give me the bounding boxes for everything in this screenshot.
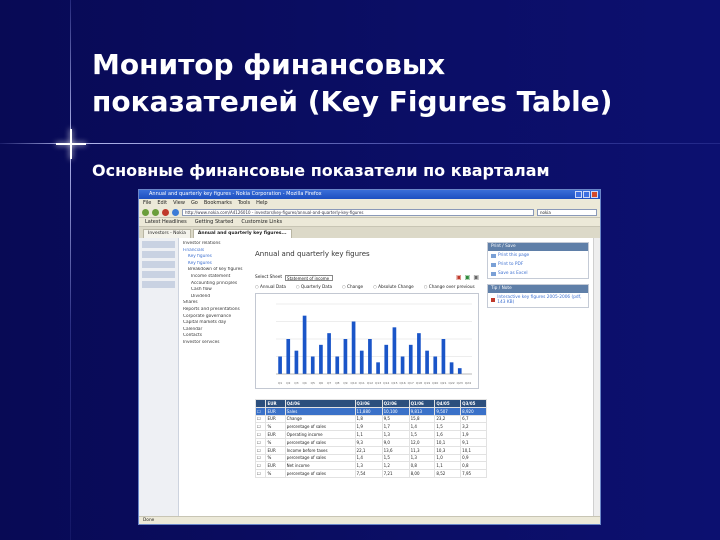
chart-tick-label: Q14 bbox=[383, 381, 390, 385]
chart-bar[interactable] bbox=[303, 316, 307, 374]
table-cell: 1,0 bbox=[435, 454, 461, 462]
browser-title-bar bbox=[139, 190, 600, 199]
tree-item[interactable]: Reports and presentations bbox=[183, 306, 240, 312]
nav-block[interactable] bbox=[142, 261, 175, 268]
table-cell: Sales bbox=[285, 407, 355, 415]
table-cell: 1,3 bbox=[409, 454, 435, 462]
nav-block[interactable] bbox=[142, 251, 175, 258]
slide-title-line2: показателей (Key Figures Table) bbox=[92, 85, 613, 118]
table-cell: 10,1 bbox=[461, 446, 487, 454]
option-change[interactable]: ○ Change bbox=[342, 284, 363, 289]
chart-bar[interactable] bbox=[393, 327, 397, 374]
table-row[interactable] bbox=[256, 446, 487, 454]
table-cell: 8,52 bbox=[435, 470, 461, 478]
menu-item[interactable]: Edit bbox=[157, 200, 168, 206]
table-cell: 1,1 bbox=[435, 462, 461, 470]
chart-bar[interactable] bbox=[311, 357, 315, 375]
table-cell: % bbox=[266, 438, 285, 446]
tab-investors[interactable]: Investors - Nokia bbox=[143, 229, 191, 238]
pdf-icon bbox=[491, 298, 495, 302]
table-cell: 1,6 bbox=[435, 431, 461, 439]
row-checkbox[interactable]: ☐ bbox=[256, 407, 266, 415]
table-cell: 0,8 bbox=[461, 462, 487, 470]
chart-bar[interactable] bbox=[335, 357, 339, 375]
tab-key-figures[interactable]: Annual and quarterly key figures... bbox=[193, 229, 292, 238]
table-cell: 9,0 bbox=[382, 438, 409, 446]
browser-menu-bar bbox=[139, 199, 600, 207]
option-quarterly[interactable]: ○ Quarterly Data bbox=[296, 284, 332, 289]
table-cell: 1,9 bbox=[461, 431, 487, 439]
search-input[interactable]: nokia bbox=[537, 209, 597, 216]
table-cell: 1,8 bbox=[355, 415, 382, 423]
table-cell: 9,1 bbox=[461, 438, 487, 446]
table-cell: 1,2 bbox=[382, 462, 409, 470]
table-cell: % bbox=[266, 454, 285, 462]
chart-bar[interactable] bbox=[409, 345, 413, 374]
doc-icon bbox=[491, 272, 496, 276]
table-header-cell: EUR bbox=[266, 400, 285, 408]
chart-tick-label: Q18 bbox=[415, 381, 423, 385]
option-change-previous[interactable]: ○ Change over previous bbox=[424, 284, 475, 289]
print-link[interactable]: Print this page bbox=[488, 251, 588, 260]
chart-tick-label: Q23 bbox=[456, 381, 463, 385]
chart-bar[interactable] bbox=[442, 339, 446, 374]
table-cell: 1,9 bbox=[355, 423, 382, 431]
chart-bar[interactable] bbox=[286, 339, 290, 374]
chart-bar[interactable] bbox=[458, 368, 462, 374]
chart-tick-label: Q6 bbox=[318, 381, 324, 385]
bookmark-item[interactable]: Customize Links bbox=[241, 219, 283, 225]
sheet-selector-row bbox=[255, 274, 479, 281]
menu-item[interactable]: Help bbox=[256, 200, 268, 206]
doc-icon bbox=[491, 254, 496, 258]
chart-bar[interactable] bbox=[360, 351, 364, 374]
box-header: Print / Save bbox=[488, 243, 588, 251]
left-navigation-strip bbox=[139, 238, 179, 518]
chart-bar[interactable] bbox=[401, 357, 405, 375]
chart-tick-label: Q10 bbox=[350, 381, 357, 385]
chart-bar[interactable] bbox=[433, 357, 437, 375]
row-checkbox[interactable]: ☐ bbox=[256, 446, 266, 454]
table-row[interactable] bbox=[256, 423, 487, 431]
table-row[interactable] bbox=[256, 431, 487, 439]
excel-icon[interactable]: ▣ bbox=[464, 274, 471, 281]
tree-item[interactable]: Shares bbox=[183, 300, 198, 306]
table-cell: Change bbox=[285, 415, 355, 423]
minimize-button[interactable] bbox=[575, 191, 582, 198]
main-panel bbox=[251, 238, 483, 518]
table-cell: 1,3 bbox=[382, 431, 409, 439]
tree-item[interactable]: Dividend bbox=[191, 293, 211, 299]
row-checkbox[interactable]: ☐ bbox=[256, 423, 266, 431]
tab-strip bbox=[139, 227, 600, 238]
chart-bar[interactable] bbox=[425, 351, 429, 374]
table-cell: 10,3 bbox=[435, 446, 461, 454]
table-header-cell: Q3/06 bbox=[355, 400, 382, 408]
print-icon[interactable]: ▣ bbox=[473, 274, 479, 281]
print-save-box bbox=[487, 242, 589, 279]
chart-bar[interactable] bbox=[384, 345, 388, 374]
menu-item[interactable]: File bbox=[143, 200, 152, 206]
table-cell: percentage of sales bbox=[285, 438, 355, 446]
table-cell: 3,2 bbox=[461, 423, 487, 431]
chart-tick-label: Q5 bbox=[310, 381, 315, 385]
pdf-link[interactable]: Print to PDF bbox=[488, 260, 588, 269]
menu-item[interactable]: Tools bbox=[237, 200, 251, 206]
table-cell: % bbox=[266, 423, 285, 431]
nav-block[interactable] bbox=[142, 241, 175, 248]
tree-item[interactable]: Contacts bbox=[183, 333, 202, 339]
doc-icon bbox=[491, 263, 496, 267]
table-cell: 1,4 bbox=[355, 454, 382, 462]
table-cell: EUR bbox=[266, 407, 285, 415]
bookmarks-bar bbox=[139, 218, 600, 227]
table-cell: 9,813 bbox=[409, 407, 435, 415]
sparkle-icon bbox=[56, 129, 86, 159]
chart-tick-label: Q9 bbox=[343, 381, 348, 385]
chart-tick-label: Q20 bbox=[432, 381, 439, 385]
table-cell: Income before taxes bbox=[285, 446, 355, 454]
table-cell: 12,0 bbox=[409, 438, 435, 446]
slide-subtitle: Основные финансовые показатели по кварталам bbox=[92, 161, 550, 180]
table-header-cell bbox=[256, 400, 266, 408]
table-row[interactable] bbox=[256, 470, 487, 478]
chart-svg bbox=[256, 294, 478, 388]
chart-bar[interactable] bbox=[417, 333, 421, 374]
tree-item[interactable]: Cash flow bbox=[191, 287, 212, 293]
table-row[interactable] bbox=[256, 407, 487, 415]
chart-tick-label: Q2 bbox=[286, 381, 291, 385]
table-cell: EUR bbox=[266, 415, 285, 423]
view-options bbox=[255, 284, 479, 289]
table-cell: 7,95 bbox=[461, 470, 487, 478]
table-header-cell: Q3/05 bbox=[461, 400, 487, 408]
table-cell: 6,7 bbox=[461, 415, 487, 423]
table-cell: 7,21 bbox=[382, 470, 409, 478]
row-checkbox[interactable]: ☐ bbox=[256, 431, 266, 439]
table-cell: percentage of sales bbox=[285, 470, 355, 478]
option-annual[interactable]: ○ Annual Data bbox=[255, 284, 286, 289]
table-header-row bbox=[256, 400, 487, 408]
tree-item[interactable]: Calendar bbox=[183, 326, 203, 332]
table-cell: 8,920 bbox=[461, 407, 487, 415]
table-cell: 15,8 bbox=[409, 415, 435, 423]
chart-bar[interactable] bbox=[450, 362, 454, 374]
excel-link[interactable]: Save as Excel bbox=[488, 269, 588, 278]
bookmark-item[interactable]: Getting Started bbox=[194, 219, 234, 225]
chart-tick-label: Q16 bbox=[399, 381, 406, 385]
table-cell: 1,5 bbox=[382, 454, 409, 462]
bookmark-item[interactable]: Latest Headlines bbox=[145, 219, 187, 225]
table-cell: EUR bbox=[266, 446, 285, 454]
table-cell: 23,2 bbox=[435, 415, 461, 423]
navigation-toolbar bbox=[139, 207, 600, 218]
chart-tick-label: Q7 bbox=[326, 381, 332, 385]
right-panel bbox=[483, 238, 593, 518]
chart-bar[interactable] bbox=[376, 362, 380, 374]
chart-tick-label: Q24 bbox=[464, 381, 472, 385]
table-cell: EUR bbox=[266, 431, 285, 439]
decorative-horizontal-line bbox=[0, 143, 720, 144]
section-tree bbox=[179, 238, 251, 518]
back-icon[interactable] bbox=[142, 209, 149, 216]
home-icon[interactable] bbox=[172, 209, 179, 216]
pdf-icon[interactable]: ▣ bbox=[455, 274, 462, 281]
vertical-scrollbar[interactable] bbox=[593, 238, 600, 518]
chart-bar[interactable] bbox=[278, 357, 282, 375]
chart-bar[interactable] bbox=[319, 345, 323, 374]
chart-tick-label: Q3 bbox=[294, 381, 299, 385]
decorative-vertical-line bbox=[70, 0, 71, 540]
table-cell: 10,100 bbox=[382, 407, 409, 415]
table-header-cell: Q4/06 bbox=[285, 400, 355, 408]
table-cell: percentage of sales bbox=[285, 454, 355, 462]
chart-bar[interactable] bbox=[344, 339, 348, 374]
tree-item[interactable]: Investor relations bbox=[183, 241, 221, 246]
row-checkbox[interactable]: ☐ bbox=[256, 470, 266, 478]
forward-icon[interactable] bbox=[152, 209, 159, 216]
chart-bar[interactable] bbox=[352, 322, 356, 375]
row-checkbox[interactable]: ☐ bbox=[256, 415, 266, 423]
box-header: Tip / Note bbox=[488, 285, 588, 293]
bar-chart bbox=[255, 293, 479, 389]
chart-tick-label: Q1 bbox=[277, 381, 283, 385]
browser-title: Annual and quarterly key figures - Nokia Corporation - Mozilla Firefox bbox=[149, 191, 322, 197]
table-cell: 0,9 bbox=[461, 454, 487, 462]
row-checkbox[interactable]: ☐ bbox=[256, 454, 266, 462]
sheet-select[interactable]: Statement of income bbox=[285, 275, 333, 281]
table-cell: 11,3 bbox=[409, 446, 435, 454]
tree-item[interactable]: Capital markets day bbox=[183, 320, 227, 326]
table-cell: 1,3 bbox=[355, 462, 382, 470]
page-title: Annual and quarterly key figures bbox=[255, 250, 370, 258]
chart-tick-label: Q4 bbox=[302, 381, 307, 385]
table-cell: 9,3 bbox=[355, 438, 382, 446]
table-cell: 9,507 bbox=[435, 407, 461, 415]
tree-item[interactable]: Breakdown of key figures bbox=[188, 267, 243, 273]
close-button[interactable] bbox=[591, 191, 598, 198]
table-row[interactable] bbox=[256, 415, 487, 423]
tree-item[interactable]: Income statement bbox=[191, 273, 231, 279]
key-figures-table bbox=[255, 399, 487, 478]
stop-icon[interactable] bbox=[162, 209, 169, 216]
table-cell: 22,1 bbox=[355, 446, 382, 454]
chart-tick-label: Q12 bbox=[366, 381, 374, 385]
chart-tick-label: Q15 bbox=[391, 381, 398, 385]
table-cell: 0,8 bbox=[409, 462, 435, 470]
slide-title-line1: Монитор финансовых bbox=[92, 48, 446, 81]
table-cell: 1,7 bbox=[382, 423, 409, 431]
slide-title bbox=[92, 46, 692, 120]
download-link[interactable]: Interactive key figures 2005-2006 (pdf, 143 KB) bbox=[488, 293, 588, 307]
browser-window bbox=[138, 189, 601, 525]
table-cell: 1,1 bbox=[355, 431, 382, 439]
address-bar[interactable]: http://www.nokia.com/A4126010 - investors/key-figures/annual-and-quarterly-key-figures bbox=[182, 209, 534, 216]
table-cell: 9,5 bbox=[382, 415, 409, 423]
tip-box bbox=[487, 284, 589, 308]
menu-item[interactable]: View bbox=[173, 200, 185, 206]
row-checkbox[interactable]: ☐ bbox=[256, 438, 266, 446]
status-bar: Done bbox=[139, 516, 601, 524]
table-row[interactable] bbox=[256, 454, 487, 462]
table-cell: 11,880 bbox=[355, 407, 382, 415]
table-cell: Net income bbox=[285, 462, 355, 470]
tree-item[interactable]: Corporate governance bbox=[183, 313, 232, 319]
row-checkbox[interactable]: ☐ bbox=[256, 462, 266, 470]
menu-item[interactable]: Bookmarks bbox=[203, 200, 232, 206]
nav-block[interactable] bbox=[142, 271, 175, 278]
chart-tick-label: Q22 bbox=[448, 381, 455, 385]
menu-item[interactable]: Go bbox=[190, 200, 198, 206]
tree-item[interactable]: Investor services bbox=[183, 339, 220, 345]
table-header-cell: Q2/06 bbox=[382, 400, 409, 408]
chart-bar[interactable] bbox=[368, 339, 372, 374]
table-cell: 1,4 bbox=[409, 423, 435, 431]
table-cell: percentage of sales bbox=[285, 423, 355, 431]
chart-tick-label: Q13 bbox=[374, 381, 382, 385]
table-row[interactable] bbox=[256, 438, 487, 446]
tree-item[interactable]: Key figures bbox=[188, 254, 212, 260]
chart-tick-label: Q17 bbox=[407, 381, 414, 385]
table-cell: Operating income bbox=[285, 431, 355, 439]
tree-item[interactable]: Financials bbox=[183, 247, 205, 253]
chart-bar[interactable] bbox=[295, 351, 299, 374]
table-cell: 1,5 bbox=[409, 431, 435, 439]
option-absolute-change[interactable]: ○ Absolute Change bbox=[373, 284, 414, 289]
chart-tick-label: Q11 bbox=[358, 381, 365, 385]
table-row[interactable] bbox=[256, 462, 487, 470]
table-cell: % bbox=[266, 470, 285, 478]
tree-item[interactable]: Key figures bbox=[188, 260, 212, 266]
table-cell: 8,00 bbox=[409, 470, 435, 478]
select-label: Select Sheet bbox=[255, 275, 283, 280]
page-content bbox=[139, 238, 601, 518]
table-cell: 1,5 bbox=[435, 423, 461, 431]
maximize-button[interactable] bbox=[583, 191, 590, 198]
table-cell: 13,6 bbox=[382, 446, 409, 454]
table-header-cell: Q1/06 bbox=[409, 400, 435, 408]
chart-tick-label: Q19 bbox=[423, 381, 431, 385]
chart-tick-label: Q21 bbox=[440, 381, 447, 385]
chart-bar[interactable] bbox=[327, 333, 331, 374]
table-cell: 10,1 bbox=[435, 438, 461, 446]
table-cell: EUR bbox=[266, 462, 285, 470]
nav-block[interactable] bbox=[142, 281, 175, 288]
table-cell: 7,54 bbox=[355, 470, 382, 478]
chart-tick-label: Q8 bbox=[335, 381, 340, 385]
tree-item[interactable]: Accounting principles bbox=[191, 280, 238, 286]
table-header-cell: Q4/05 bbox=[435, 400, 461, 408]
